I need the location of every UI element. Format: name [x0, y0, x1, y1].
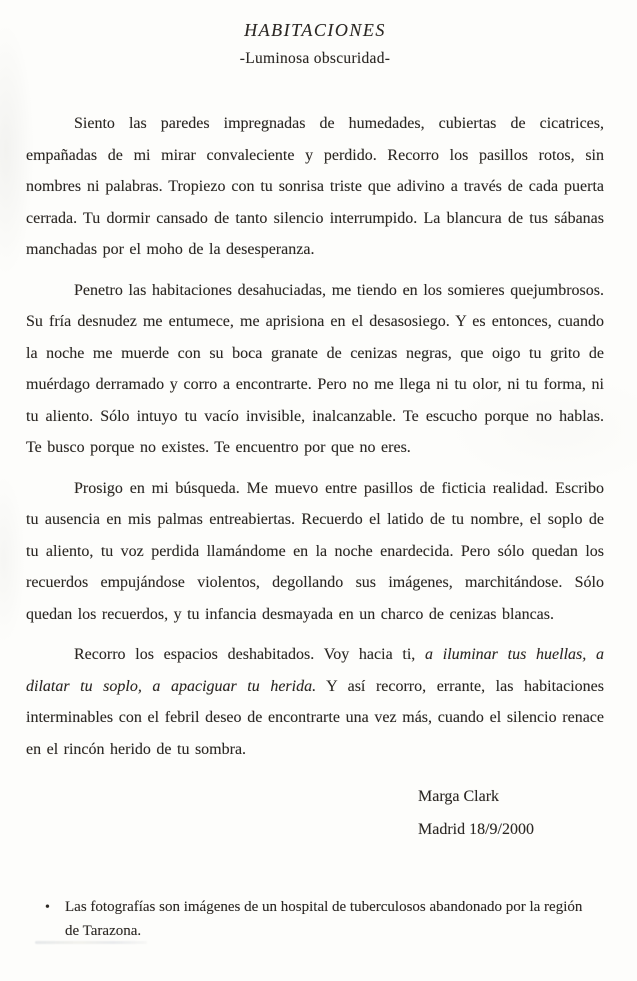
- poem-paragraph-4: [26, 639, 604, 765]
- bullet-icon: •: [45, 900, 50, 915]
- poem-paragraph-2: Penetro las habitaciones desahuciadas, me tiendo en los somieres quejumbrosos. Su fría desnudez me entumece, me aprisiona en el desasosiego. Y es entonces, cuando la noche me muerde con su boca granate de cenizas negras, que oigo tu grito de muérdago derramado y corro a encontrarte. Pero no me llega ni tu olor, ni tu forma, ni tu aliento. Sólo intuyo tu vacío invisible, inalcanzable. Te escucho porque no hablas. Te busco porque no existes. Te encuentro por que no eres.: [26, 281, 604, 456]
- poem-paragraph-1: Siento las paredes impregnadas de humedades, cubiertas de cicatrices, empañadas de mi mirar convaleciente y perdido. Recorro los pasillos rotos, sin nombres ni palabras. Tropiezo con tu sonrisa triste que adivino a través de cada puerta cerrada. Tu dormir cansado de tanto silencio interrumpido. La blancura de tus sábanas manchadas por el moho de la desesperanza.: [26, 115, 604, 258]
- poem-paragraph-3: Prosigo en mi búsqueda. Me muevo entre pasillos de ficticia realidad. Escribo tu ausencia en mis palmas entreabiertas. Recuerdo el latido de tu nombre, el soplo de tu aliento, tu voz perdida llamándome en la noche enardecida. Pero sólo quedan los recuerdos empujándose violentos, degollando sus imágenes, marchitándose. Sólo quedan los recuerdos, y tu infancia desmayada en un charco de cenizas blancas.: [26, 479, 604, 623]
- paragraph-4-italic-phrase: a iluminar tus huellas, a dilatar tu soplo, a apaciguar tu herida.: [26, 646, 604, 695]
- paragraph-4-lead: Recorro los espacios deshabitados. Voy hacia ti,: [74, 646, 426, 663]
- paragraph-4-tail: Y así recorro, errante, las habitaciones interminables con el febril deseo de encontrarte una vez más, cuando el silencio renace en el rincón herido de tu sombra.: [26, 677, 604, 758]
- footnote-text: Las fotografías son imágenes de un hospital de tuberculosos abandonado por la región de Tarazona.: [65, 899, 583, 939]
- poem-body: [26, 108, 604, 765]
- scan-noise-artifact: [35, 941, 147, 944]
- place-and-date: Madrid 18/9/2000: [418, 820, 534, 838]
- signature-block: [418, 781, 604, 846]
- poem-title: HABITACIONES: [244, 20, 386, 40]
- poem-subtitle: -Luminosa obscuridad-: [239, 50, 391, 67]
- author-name: Marga Clark: [418, 788, 500, 805]
- footnote: [45, 896, 604, 943]
